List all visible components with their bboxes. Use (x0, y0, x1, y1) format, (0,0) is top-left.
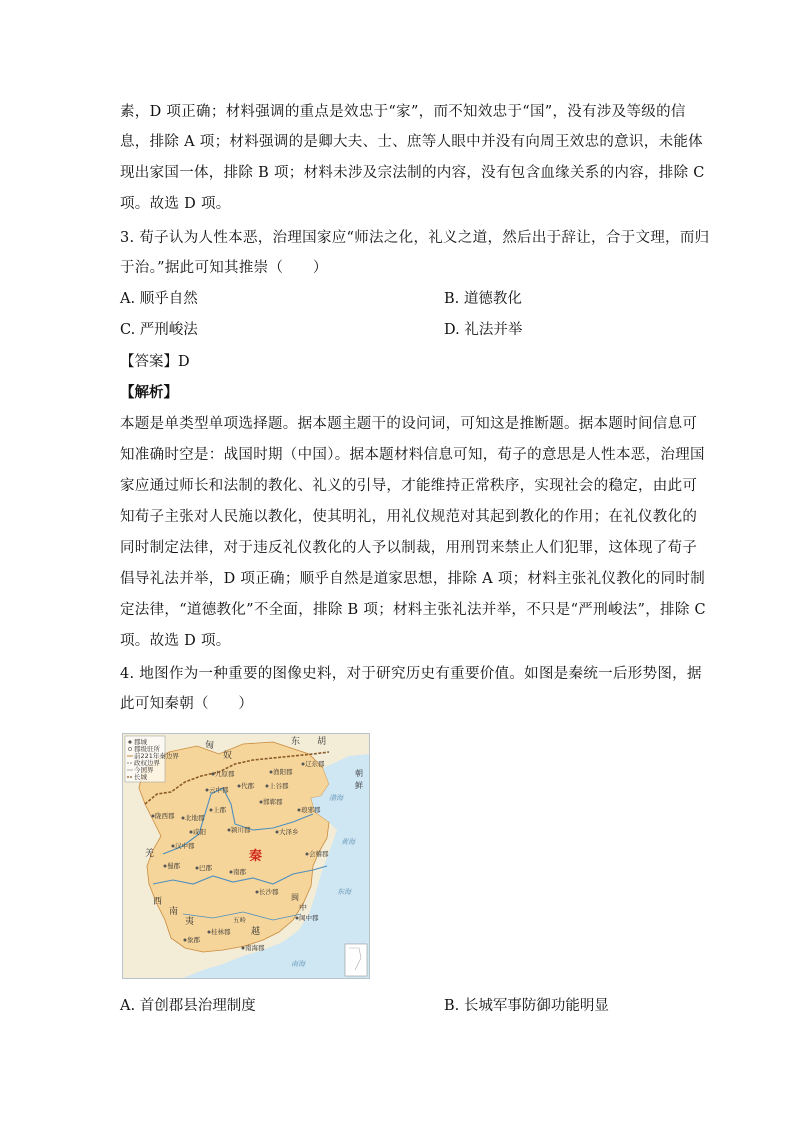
question-4-stem: 此可知秦朝（ ） (120, 696, 254, 712)
analysis-line: 倡导礼法并举，D 项正确；顺乎自然是道家思想，排除 A 项；材料主张礼仪教化的同时制 (120, 571, 706, 587)
commandery-label: 会稽郡 (309, 850, 329, 858)
region-label: 羌 (145, 849, 155, 859)
analysis-line: 家应通过师长和法制的教化、礼义的引导，才能维持正常秩序，实现社会的稳定，由此可 (120, 478, 698, 494)
question-3-stem: 3. 荀子认为人性本恶，治理国家应“师法之化，礼义之道，然后出于辞让，合于文理，而归 (120, 230, 710, 246)
option-b: B. 长城军事防御功能明显 (444, 998, 609, 1014)
commandery-label: 象郡 (187, 936, 200, 944)
option-c: C. 严刑峻法 (120, 322, 198, 338)
commandery-label: 颍川郡 (231, 826, 251, 834)
option-d: D. 礼法并举 (444, 322, 523, 338)
option-b: B. 道德教化 (444, 291, 522, 307)
option-a: A. 顺乎自然 (120, 291, 198, 307)
commandery-label: 蜀郡 (167, 862, 180, 870)
qin-unification-map (122, 733, 370, 979)
region-label: 胡 (317, 737, 327, 747)
map-svg (123, 734, 369, 978)
commandery-label: 大泽乡 (279, 828, 299, 836)
sea-label: 渤海 (329, 794, 343, 802)
region-label: 奴 (223, 751, 233, 761)
commandery-label: 桂林郡 (211, 928, 231, 936)
region-label: 西 (153, 897, 163, 907)
legend-commandery-marker (128, 740, 131, 743)
commandery-label: 陇西郡 (155, 812, 175, 820)
region-label: 闽 (291, 893, 299, 902)
region-label: 夷 (185, 917, 195, 927)
analysis-line: 项。故选 D 项。 (120, 633, 231, 649)
commandery-label: 代郡 (241, 782, 254, 790)
legend-item: 今国界 (134, 766, 154, 774)
commandery-label: 九原郡 (215, 770, 235, 778)
question-3-stem: 于治。”据此可知其推崇（ ） (120, 260, 328, 276)
sea-label: 东海 (337, 888, 351, 896)
commandery-label: 南海郡 (245, 944, 265, 952)
text-line: 息，排除 A 项；材料强调的是卿大夫、士、庶等人眼中并没有向周王效忠的意识，未能体 (120, 134, 703, 150)
south-sea-inset (345, 944, 367, 976)
commandery-label: 长沙郡 (259, 888, 279, 896)
text-line: 项。故选 D 项。 (120, 196, 231, 212)
analysis-label: 【解析】 (120, 384, 178, 401)
commandery-label: 汉中郡 (175, 842, 195, 850)
qin-label: 秦 (249, 849, 263, 864)
legend-item: 长城 (134, 773, 147, 781)
commandery-label: 渔阳郡 (273, 768, 293, 776)
commandery-label: 琅邪郡 (301, 806, 321, 814)
option-a: A. 首创郡县治理制度 (120, 998, 256, 1014)
legend-item: 郡级驻所 (134, 745, 160, 753)
commandery-label: 巴郡 (199, 864, 212, 872)
analysis-line: 知准确时空是：战国时期（中国）。据本题材料信息可知，荀子的意思是人性本恶，治理国 (120, 447, 705, 463)
region-label: 朝 (355, 769, 363, 778)
commandery-label: 上谷郡 (269, 782, 289, 790)
question-4-stem: 4. 地图作为一种重要的图像史料，对于研究历史有重要价值。如图是秦统一后形势图，据 (120, 666, 702, 682)
sea-label: 南海 (291, 960, 305, 968)
text-line: 现出家国一体，排除 B 项；材料未涉及宗法制的内容，没有包含血缘关系的内容，排除 C (120, 165, 705, 181)
commandery-label: 南郡 (233, 868, 246, 876)
legend-item: 郡城 (134, 738, 147, 746)
region-label: 匈 (205, 741, 215, 751)
answer-label: 【答案】D (120, 354, 190, 370)
analysis-line: 定法律，“道德教化”不全面，排除 B 项；材料主张礼法并举，不只是“严刑峻法”，排除 C (120, 602, 706, 618)
commandery-label: 上郡 (213, 806, 226, 814)
region-label: 南 (169, 907, 179, 917)
analysis-line: 知荀子主张对人民施以教化，使其明礼，用礼仪规范对其起到教化的作用；在礼仪教化的 (120, 509, 698, 525)
commandery-label: 邯郸郡 (263, 798, 283, 806)
analysis-line: 同时制定法律，对于违反礼仪教化的人予以制裁，用刑罚来禁止人们犯罪，这体现了荀子 (120, 540, 698, 556)
commandery-label: 闽中郡 (299, 914, 319, 922)
sea-label: 黄海 (341, 838, 355, 846)
commandery-label: 五岭 (233, 916, 246, 924)
analysis-line: 本题是单类型单项选择题。据本题主题干的设问词，可知这是推断题。据本题时间信息可 (120, 416, 698, 432)
region-label: 鲜 (355, 781, 363, 790)
commandery-label: 辽东郡 (305, 760, 325, 768)
region-label: 越 (251, 927, 261, 937)
legend-item: 政权边界 (134, 759, 160, 767)
region-label: 中 (299, 903, 307, 912)
commandery-label: 云中郡 (209, 786, 229, 794)
legend-item: 前221年秦边界 (134, 752, 179, 760)
text-line: 素，D 项正确；材料强调的重点是效忠于“家”，而不知效忠于“国”，没有涉及等级的信 (120, 104, 686, 120)
commandery-label: 咸阳 (193, 828, 206, 836)
commandery-label: 北地郡 (185, 814, 205, 822)
region-label: 东 (291, 737, 301, 747)
